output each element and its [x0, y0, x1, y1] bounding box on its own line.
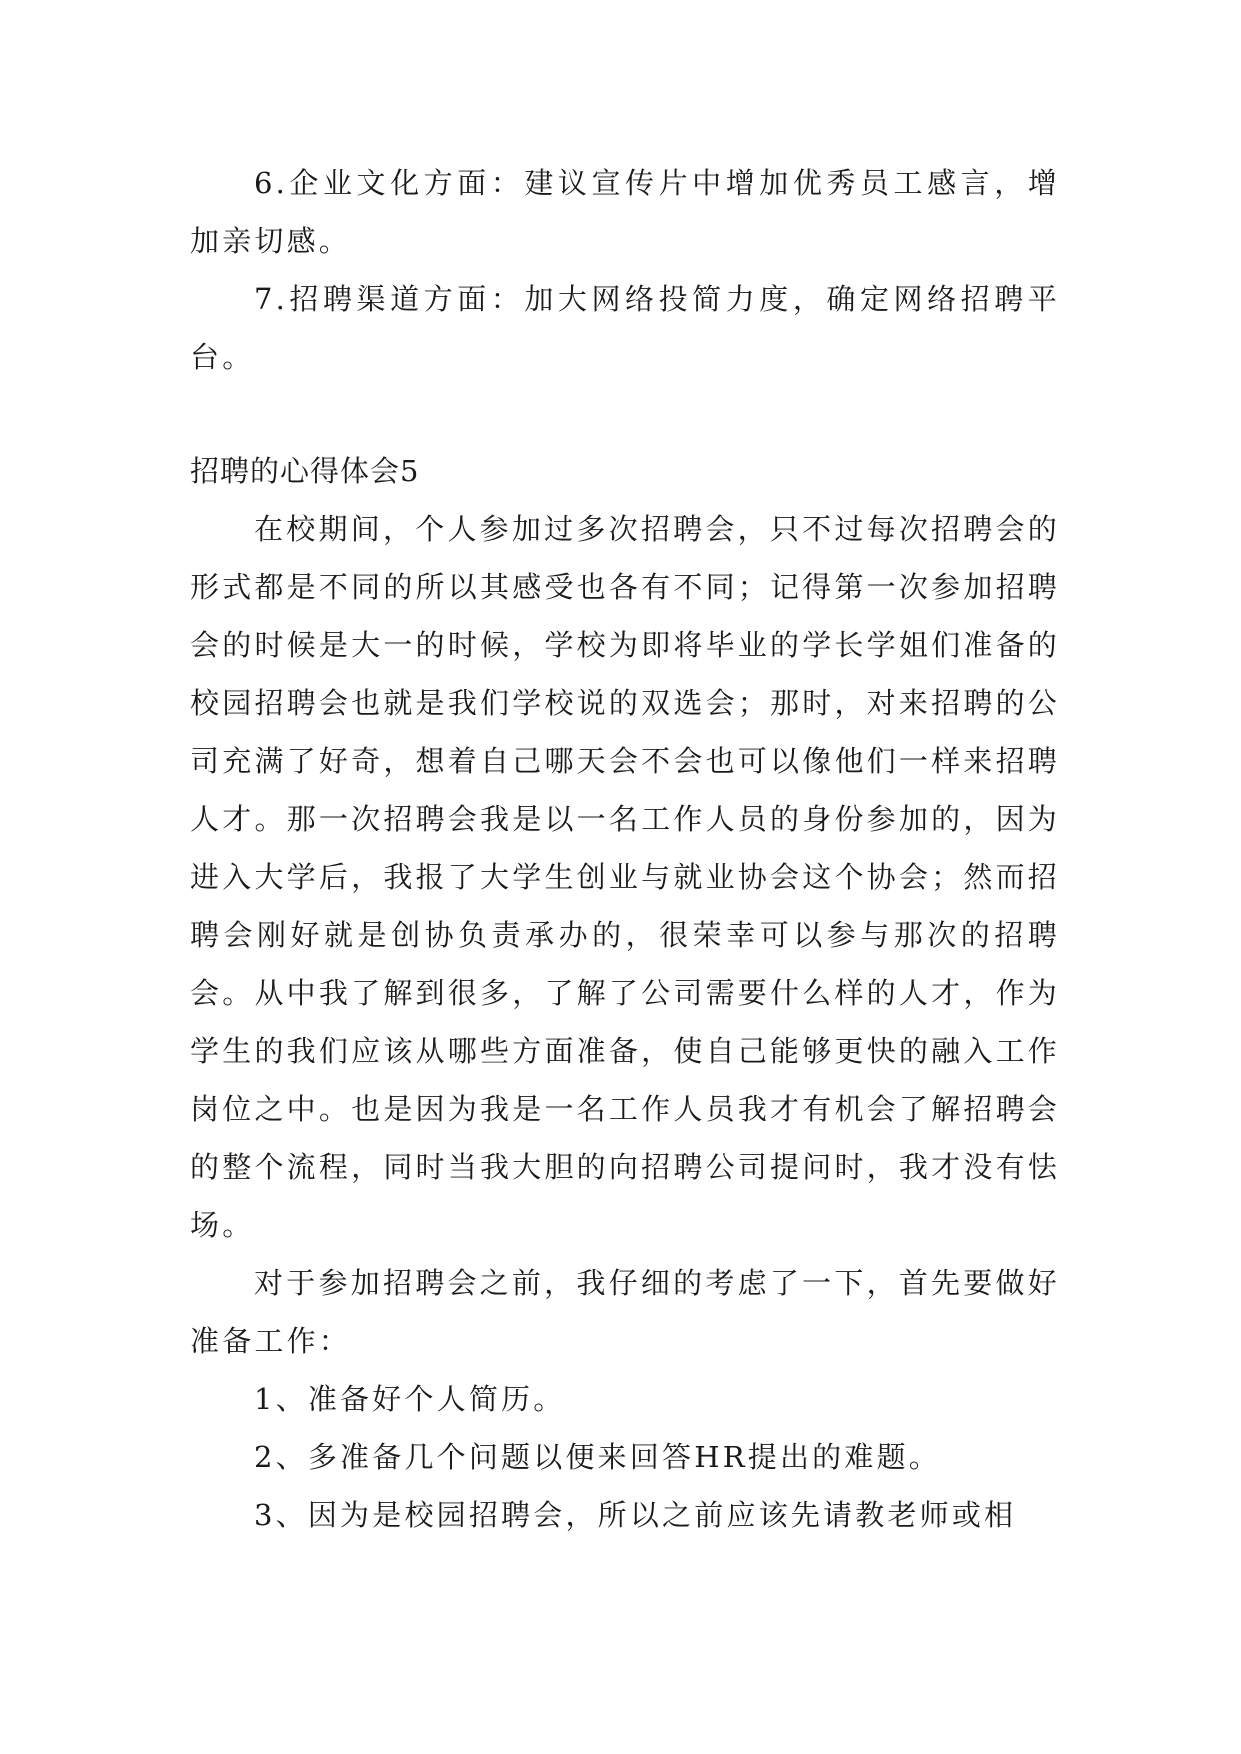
section-heading: 招聘的心得体会5: [190, 454, 420, 488]
list-item-resume: 1、准备好个人简历。: [254, 1382, 566, 1416]
document-content: [190, 154, 1060, 1544]
list-item-consult-teacher: 3、因为是校园招聘会，所以之前应该先请教老师或相: [254, 1498, 1017, 1532]
paragraph-campus-experience: 在校期间，个人参加过多次招聘会，只不过每次招聘会的形式都是不同的所以其感受也各有不同；记得第一次参加招聘会的时候是大一的时候，学校为即将毕业的学长学姐们准备的校园招聘会也就是我们学校说的双选会；那时，对来招聘的公司充满了好奇，想着自己哪天会不会也可以像他们一样来招聘人才。那一次招聘会我是以一名工作人员的身份参加的，因为进入大学后，我报了大学生创业与就业协会这个协会；然而招聘会刚好就是创协负责承办的，很荣幸可以参与那次的招聘会。从中我了解到很多，了解了公司需要什么样的人才，作为学生的我们应该从哪些方面准备，使自己能够更快的融入工作岗位之中。也是因为我是一名工作人员我才有机会了解招聘会的整个流程，同时当我大胆的向招聘公司提问时，我才没有怯场。: [190, 512, 1060, 1242]
list-item-questions: 2、多准备几个问题以便来回答HR提出的难题。: [254, 1440, 941, 1474]
paragraph-corporate-culture: 6.企业文化方面：建议宣传片中增加优秀员工感言，增加亲切感。: [190, 166, 1060, 258]
paragraph-recruitment-channels: 7.招聘渠道方面：加大网络投简力度，确定网络招聘平台。: [190, 282, 1060, 374]
paragraph-preparation-intro: 对于参加招聘会之前，我仔细的考虑了一下，首先要做好准备工作：: [190, 1266, 1060, 1358]
